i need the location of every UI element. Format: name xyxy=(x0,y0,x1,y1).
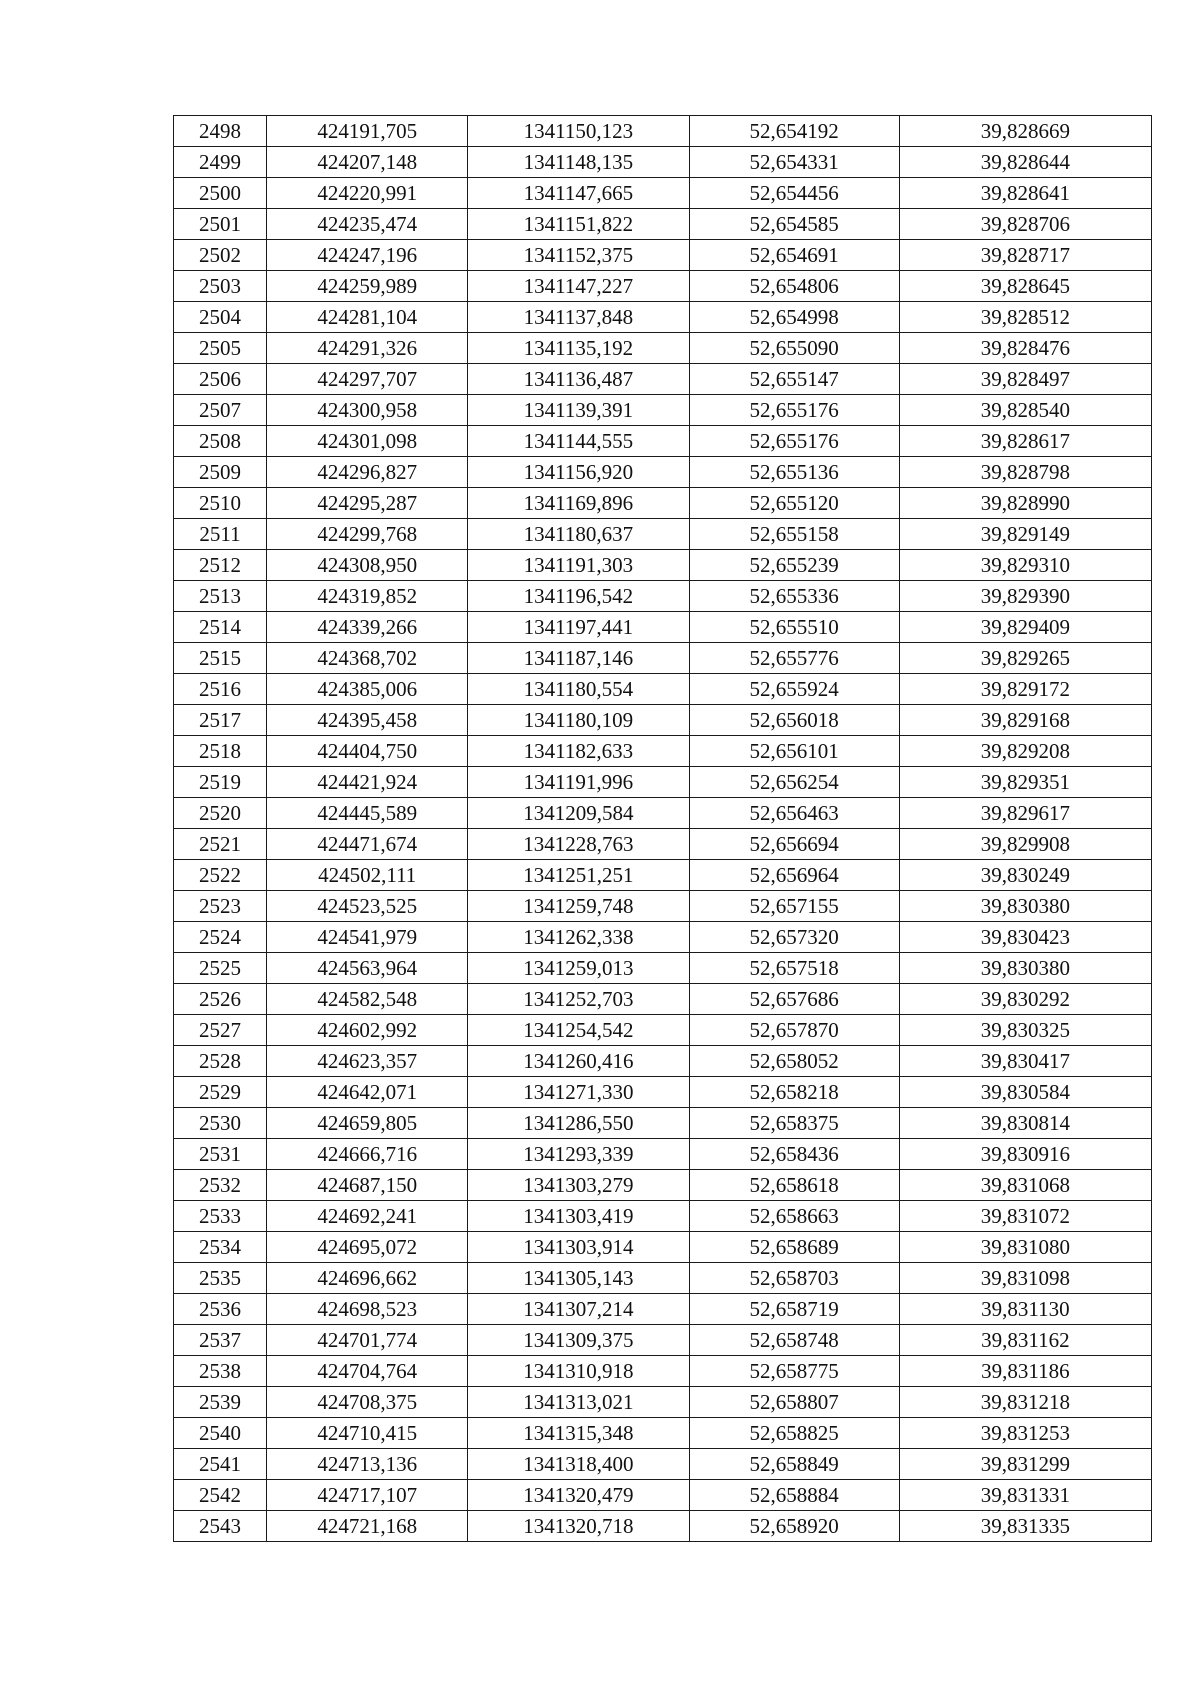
x-coordinate-cell: 424404,750 xyxy=(267,736,468,767)
point-number-cell: 2509 xyxy=(174,457,267,488)
x-coordinate-cell: 424696,662 xyxy=(267,1263,468,1294)
y-coordinate-cell: 1341303,914 xyxy=(468,1232,689,1263)
table-row xyxy=(174,767,1152,798)
x-coordinate-cell: 424642,071 xyxy=(267,1077,468,1108)
table-row xyxy=(174,240,1152,271)
table-row xyxy=(174,953,1152,984)
point-number-cell: 2526 xyxy=(174,984,267,1015)
x-coordinate-cell: 424563,964 xyxy=(267,953,468,984)
table-row xyxy=(174,457,1152,488)
y-coordinate-cell: 1341259,013 xyxy=(468,953,689,984)
longitude-cell: 39,831218 xyxy=(899,1387,1151,1418)
latitude-cell: 52,655176 xyxy=(689,426,899,457)
table-row xyxy=(174,674,1152,705)
y-coordinate-cell: 1341313,021 xyxy=(468,1387,689,1418)
point-number-cell: 2533 xyxy=(174,1201,267,1232)
x-coordinate-cell: 424395,458 xyxy=(267,705,468,736)
y-coordinate-cell: 1341303,419 xyxy=(468,1201,689,1232)
y-coordinate-cell: 1341228,763 xyxy=(468,829,689,860)
point-number-cell: 2525 xyxy=(174,953,267,984)
y-coordinate-cell: 1341156,920 xyxy=(468,457,689,488)
latitude-cell: 52,658884 xyxy=(689,1480,899,1511)
point-number-cell: 2527 xyxy=(174,1015,267,1046)
y-coordinate-cell: 1341135,192 xyxy=(468,333,689,364)
x-coordinate-cell: 424710,415 xyxy=(267,1418,468,1449)
longitude-cell: 39,831080 xyxy=(899,1232,1151,1263)
longitude-cell: 39,829310 xyxy=(899,550,1151,581)
latitude-cell: 52,658663 xyxy=(689,1201,899,1232)
latitude-cell: 52,654331 xyxy=(689,147,899,178)
x-coordinate-cell: 424713,136 xyxy=(267,1449,468,1480)
point-number-cell: 2512 xyxy=(174,550,267,581)
x-coordinate-cell: 424687,150 xyxy=(267,1170,468,1201)
table-row xyxy=(174,581,1152,612)
coordinates-table-body xyxy=(174,116,1152,1542)
y-coordinate-cell: 1341307,214 xyxy=(468,1294,689,1325)
y-coordinate-cell: 1341293,339 xyxy=(468,1139,689,1170)
longitude-cell: 39,830417 xyxy=(899,1046,1151,1077)
latitude-cell: 52,654998 xyxy=(689,302,899,333)
x-coordinate-cell: 424247,196 xyxy=(267,240,468,271)
y-coordinate-cell: 1341196,542 xyxy=(468,581,689,612)
longitude-cell: 39,828476 xyxy=(899,333,1151,364)
latitude-cell: 52,657320 xyxy=(689,922,899,953)
y-coordinate-cell: 1341251,251 xyxy=(468,860,689,891)
y-coordinate-cell: 1341209,584 xyxy=(468,798,689,829)
y-coordinate-cell: 1341180,637 xyxy=(468,519,689,550)
y-coordinate-cell: 1341182,633 xyxy=(468,736,689,767)
point-number-cell: 2511 xyxy=(174,519,267,550)
latitude-cell: 52,658775 xyxy=(689,1356,899,1387)
latitude-cell: 52,658719 xyxy=(689,1294,899,1325)
latitude-cell: 52,657870 xyxy=(689,1015,899,1046)
x-coordinate-cell: 424666,716 xyxy=(267,1139,468,1170)
table-row xyxy=(174,705,1152,736)
latitude-cell: 52,658218 xyxy=(689,1077,899,1108)
point-number-cell: 2505 xyxy=(174,333,267,364)
x-coordinate-cell: 424308,950 xyxy=(267,550,468,581)
latitude-cell: 52,657155 xyxy=(689,891,899,922)
x-coordinate-cell: 424301,098 xyxy=(267,426,468,457)
latitude-cell: 52,655336 xyxy=(689,581,899,612)
longitude-cell: 39,831335 xyxy=(899,1511,1151,1542)
y-coordinate-cell: 1341259,748 xyxy=(468,891,689,922)
table-row xyxy=(174,643,1152,674)
point-number-cell: 2500 xyxy=(174,178,267,209)
latitude-cell: 52,655147 xyxy=(689,364,899,395)
longitude-cell: 39,831162 xyxy=(899,1325,1151,1356)
point-number-cell: 2506 xyxy=(174,364,267,395)
table-row xyxy=(174,364,1152,395)
longitude-cell: 39,829168 xyxy=(899,705,1151,736)
table-row xyxy=(174,271,1152,302)
latitude-cell: 52,658849 xyxy=(689,1449,899,1480)
y-coordinate-cell: 1341151,822 xyxy=(468,209,689,240)
latitude-cell: 52,654585 xyxy=(689,209,899,240)
table-row xyxy=(174,1108,1152,1139)
x-coordinate-cell: 424235,474 xyxy=(267,209,468,240)
longitude-cell: 39,828990 xyxy=(899,488,1151,519)
x-coordinate-cell: 424445,589 xyxy=(267,798,468,829)
point-number-cell: 2536 xyxy=(174,1294,267,1325)
longitude-cell: 39,829390 xyxy=(899,581,1151,612)
y-coordinate-cell: 1341320,479 xyxy=(468,1480,689,1511)
latitude-cell: 52,658807 xyxy=(689,1387,899,1418)
point-number-cell: 2540 xyxy=(174,1418,267,1449)
longitude-cell: 39,829172 xyxy=(899,674,1151,705)
point-number-cell: 2501 xyxy=(174,209,267,240)
longitude-cell: 39,831098 xyxy=(899,1263,1151,1294)
latitude-cell: 52,658689 xyxy=(689,1232,899,1263)
y-coordinate-cell: 1341144,555 xyxy=(468,426,689,457)
y-coordinate-cell: 1341169,896 xyxy=(468,488,689,519)
longitude-cell: 39,830325 xyxy=(899,1015,1151,1046)
y-coordinate-cell: 1341303,279 xyxy=(468,1170,689,1201)
x-coordinate-cell: 424191,705 xyxy=(267,116,468,147)
table-row xyxy=(174,891,1152,922)
latitude-cell: 52,654456 xyxy=(689,178,899,209)
x-coordinate-cell: 424708,375 xyxy=(267,1387,468,1418)
x-coordinate-cell: 424471,674 xyxy=(267,829,468,860)
table-row xyxy=(174,1263,1152,1294)
latitude-cell: 52,655136 xyxy=(689,457,899,488)
longitude-cell: 39,831299 xyxy=(899,1449,1151,1480)
point-number-cell: 2516 xyxy=(174,674,267,705)
x-coordinate-cell: 424523,525 xyxy=(267,891,468,922)
point-number-cell: 2522 xyxy=(174,860,267,891)
longitude-cell: 39,829617 xyxy=(899,798,1151,829)
table-row xyxy=(174,519,1152,550)
point-number-cell: 2543 xyxy=(174,1511,267,1542)
latitude-cell: 52,658618 xyxy=(689,1170,899,1201)
table-row xyxy=(174,1449,1152,1480)
x-coordinate-cell: 424300,958 xyxy=(267,395,468,426)
y-coordinate-cell: 1341180,554 xyxy=(468,674,689,705)
table-row xyxy=(174,333,1152,364)
longitude-cell: 39,828717 xyxy=(899,240,1151,271)
latitude-cell: 52,658436 xyxy=(689,1139,899,1170)
table-row xyxy=(174,1077,1152,1108)
table-row xyxy=(174,395,1152,426)
longitude-cell: 39,828706 xyxy=(899,209,1151,240)
table-row xyxy=(174,1170,1152,1201)
x-coordinate-cell: 424319,852 xyxy=(267,581,468,612)
point-number-cell: 2513 xyxy=(174,581,267,612)
point-number-cell: 2539 xyxy=(174,1387,267,1418)
point-number-cell: 2521 xyxy=(174,829,267,860)
table-row xyxy=(174,984,1152,1015)
longitude-cell: 39,828540 xyxy=(899,395,1151,426)
point-number-cell: 2520 xyxy=(174,798,267,829)
y-coordinate-cell: 1341305,143 xyxy=(468,1263,689,1294)
point-number-cell: 2504 xyxy=(174,302,267,333)
longitude-cell: 39,830380 xyxy=(899,891,1151,922)
table-row xyxy=(174,922,1152,953)
point-number-cell: 2503 xyxy=(174,271,267,302)
latitude-cell: 52,658920 xyxy=(689,1511,899,1542)
table-row xyxy=(174,302,1152,333)
point-number-cell: 2514 xyxy=(174,612,267,643)
y-coordinate-cell: 1341286,550 xyxy=(468,1108,689,1139)
point-number-cell: 2518 xyxy=(174,736,267,767)
table-row xyxy=(174,1015,1152,1046)
latitude-cell: 52,656694 xyxy=(689,829,899,860)
longitude-cell: 39,828798 xyxy=(899,457,1151,488)
table-row xyxy=(174,1232,1152,1263)
x-coordinate-cell: 424623,357 xyxy=(267,1046,468,1077)
latitude-cell: 52,654192 xyxy=(689,116,899,147)
x-coordinate-cell: 424385,006 xyxy=(267,674,468,705)
longitude-cell: 39,828617 xyxy=(899,426,1151,457)
x-coordinate-cell: 424281,104 xyxy=(267,302,468,333)
longitude-cell: 39,828497 xyxy=(899,364,1151,395)
longitude-cell: 39,829208 xyxy=(899,736,1151,767)
point-number-cell: 2535 xyxy=(174,1263,267,1294)
y-coordinate-cell: 1341309,375 xyxy=(468,1325,689,1356)
x-coordinate-cell: 424297,707 xyxy=(267,364,468,395)
longitude-cell: 39,830916 xyxy=(899,1139,1151,1170)
x-coordinate-cell: 424291,326 xyxy=(267,333,468,364)
point-number-cell: 2537 xyxy=(174,1325,267,1356)
longitude-cell: 39,829149 xyxy=(899,519,1151,550)
longitude-cell: 39,828669 xyxy=(899,116,1151,147)
x-coordinate-cell: 424701,774 xyxy=(267,1325,468,1356)
y-coordinate-cell: 1341254,542 xyxy=(468,1015,689,1046)
longitude-cell: 39,828641 xyxy=(899,178,1151,209)
longitude-cell: 39,829265 xyxy=(899,643,1151,674)
point-number-cell: 2528 xyxy=(174,1046,267,1077)
latitude-cell: 52,657686 xyxy=(689,984,899,1015)
x-coordinate-cell: 424207,148 xyxy=(267,147,468,178)
point-number-cell: 2499 xyxy=(174,147,267,178)
latitude-cell: 52,655776 xyxy=(689,643,899,674)
y-coordinate-cell: 1341148,135 xyxy=(468,147,689,178)
longitude-cell: 39,831331 xyxy=(899,1480,1151,1511)
x-coordinate-cell: 424721,168 xyxy=(267,1511,468,1542)
x-coordinate-cell: 424296,827 xyxy=(267,457,468,488)
table-row xyxy=(174,209,1152,240)
y-coordinate-cell: 1341191,996 xyxy=(468,767,689,798)
table-row xyxy=(174,488,1152,519)
point-number-cell: 2532 xyxy=(174,1170,267,1201)
latitude-cell: 52,655090 xyxy=(689,333,899,364)
point-number-cell: 2502 xyxy=(174,240,267,271)
table-row xyxy=(174,1201,1152,1232)
latitude-cell: 52,655510 xyxy=(689,612,899,643)
longitude-cell: 39,830584 xyxy=(899,1077,1151,1108)
table-row xyxy=(174,829,1152,860)
coordinates-table xyxy=(173,115,1152,1542)
longitude-cell: 39,831186 xyxy=(899,1356,1151,1387)
latitude-cell: 52,654806 xyxy=(689,271,899,302)
y-coordinate-cell: 1341136,487 xyxy=(468,364,689,395)
point-number-cell: 2531 xyxy=(174,1139,267,1170)
x-coordinate-cell: 424368,702 xyxy=(267,643,468,674)
x-coordinate-cell: 424295,287 xyxy=(267,488,468,519)
longitude-cell: 39,828644 xyxy=(899,147,1151,178)
y-coordinate-cell: 1341150,123 xyxy=(468,116,689,147)
latitude-cell: 52,658375 xyxy=(689,1108,899,1139)
y-coordinate-cell: 1341139,391 xyxy=(468,395,689,426)
longitude-cell: 39,830380 xyxy=(899,953,1151,984)
longitude-cell: 39,829351 xyxy=(899,767,1151,798)
latitude-cell: 52,658052 xyxy=(689,1046,899,1077)
point-number-cell: 2507 xyxy=(174,395,267,426)
x-coordinate-cell: 424541,979 xyxy=(267,922,468,953)
x-coordinate-cell: 424339,266 xyxy=(267,612,468,643)
y-coordinate-cell: 1341260,416 xyxy=(468,1046,689,1077)
point-number-cell: 2515 xyxy=(174,643,267,674)
x-coordinate-cell: 424299,768 xyxy=(267,519,468,550)
x-coordinate-cell: 424502,111 xyxy=(267,860,468,891)
latitude-cell: 52,655239 xyxy=(689,550,899,581)
x-coordinate-cell: 424421,924 xyxy=(267,767,468,798)
y-coordinate-cell: 1341320,718 xyxy=(468,1511,689,1542)
longitude-cell: 39,830249 xyxy=(899,860,1151,891)
x-coordinate-cell: 424602,992 xyxy=(267,1015,468,1046)
longitude-cell: 39,829908 xyxy=(899,829,1151,860)
y-coordinate-cell: 1341315,348 xyxy=(468,1418,689,1449)
x-coordinate-cell: 424698,523 xyxy=(267,1294,468,1325)
table-row xyxy=(174,1325,1152,1356)
y-coordinate-cell: 1341262,338 xyxy=(468,922,689,953)
longitude-cell: 39,831130 xyxy=(899,1294,1151,1325)
y-coordinate-cell: 1341252,703 xyxy=(468,984,689,1015)
latitude-cell: 52,658748 xyxy=(689,1325,899,1356)
table-row xyxy=(174,612,1152,643)
table-row xyxy=(174,1511,1152,1542)
longitude-cell: 39,831253 xyxy=(899,1418,1151,1449)
longitude-cell: 39,828512 xyxy=(899,302,1151,333)
table-row xyxy=(174,860,1152,891)
table-row xyxy=(174,736,1152,767)
point-number-cell: 2524 xyxy=(174,922,267,953)
longitude-cell: 39,829409 xyxy=(899,612,1151,643)
latitude-cell: 52,655158 xyxy=(689,519,899,550)
y-coordinate-cell: 1341310,918 xyxy=(468,1356,689,1387)
point-number-cell: 2517 xyxy=(174,705,267,736)
x-coordinate-cell: 424582,548 xyxy=(267,984,468,1015)
table-row xyxy=(174,147,1152,178)
table-row xyxy=(174,1418,1152,1449)
table-row xyxy=(174,178,1152,209)
table-row xyxy=(174,1356,1152,1387)
table-row xyxy=(174,798,1152,829)
table-row xyxy=(174,426,1152,457)
latitude-cell: 52,655120 xyxy=(689,488,899,519)
latitude-cell: 52,658825 xyxy=(689,1418,899,1449)
point-number-cell: 2542 xyxy=(174,1480,267,1511)
point-number-cell: 2519 xyxy=(174,767,267,798)
latitude-cell: 52,656101 xyxy=(689,736,899,767)
point-number-cell: 2530 xyxy=(174,1108,267,1139)
y-coordinate-cell: 1341147,665 xyxy=(468,178,689,209)
table-row xyxy=(174,1294,1152,1325)
point-number-cell: 2538 xyxy=(174,1356,267,1387)
latitude-cell: 52,657518 xyxy=(689,953,899,984)
latitude-cell: 52,656463 xyxy=(689,798,899,829)
point-number-cell: 2534 xyxy=(174,1232,267,1263)
latitude-cell: 52,656254 xyxy=(689,767,899,798)
longitude-cell: 39,828645 xyxy=(899,271,1151,302)
table-row xyxy=(174,550,1152,581)
y-coordinate-cell: 1341137,848 xyxy=(468,302,689,333)
table-row xyxy=(174,1387,1152,1418)
point-number-cell: 2498 xyxy=(174,116,267,147)
x-coordinate-cell: 424659,805 xyxy=(267,1108,468,1139)
x-coordinate-cell: 424695,072 xyxy=(267,1232,468,1263)
longitude-cell: 39,831072 xyxy=(899,1201,1151,1232)
longitude-cell: 39,830292 xyxy=(899,984,1151,1015)
point-number-cell: 2541 xyxy=(174,1449,267,1480)
table-row xyxy=(174,116,1152,147)
point-number-cell: 2510 xyxy=(174,488,267,519)
latitude-cell: 52,656018 xyxy=(689,705,899,736)
longitude-cell: 39,830423 xyxy=(899,922,1151,953)
x-coordinate-cell: 424704,764 xyxy=(267,1356,468,1387)
latitude-cell: 52,654691 xyxy=(689,240,899,271)
latitude-cell: 52,655924 xyxy=(689,674,899,705)
y-coordinate-cell: 1341147,227 xyxy=(468,271,689,302)
point-number-cell: 2529 xyxy=(174,1077,267,1108)
x-coordinate-cell: 424692,241 xyxy=(267,1201,468,1232)
y-coordinate-cell: 1341197,441 xyxy=(468,612,689,643)
table-row xyxy=(174,1139,1152,1170)
longitude-cell: 39,830814 xyxy=(899,1108,1151,1139)
y-coordinate-cell: 1341180,109 xyxy=(468,705,689,736)
point-number-cell: 2508 xyxy=(174,426,267,457)
y-coordinate-cell: 1341187,146 xyxy=(468,643,689,674)
table-row xyxy=(174,1480,1152,1511)
longitude-cell: 39,831068 xyxy=(899,1170,1151,1201)
latitude-cell: 52,656964 xyxy=(689,860,899,891)
x-coordinate-cell: 424259,989 xyxy=(267,271,468,302)
point-number-cell: 2523 xyxy=(174,891,267,922)
y-coordinate-cell: 1341191,303 xyxy=(468,550,689,581)
table-row xyxy=(174,1046,1152,1077)
y-coordinate-cell: 1341271,330 xyxy=(468,1077,689,1108)
x-coordinate-cell: 424717,107 xyxy=(267,1480,468,1511)
latitude-cell: 52,655176 xyxy=(689,395,899,426)
y-coordinate-cell: 1341318,400 xyxy=(468,1449,689,1480)
latitude-cell: 52,658703 xyxy=(689,1263,899,1294)
x-coordinate-cell: 424220,991 xyxy=(267,178,468,209)
y-coordinate-cell: 1341152,375 xyxy=(468,240,689,271)
